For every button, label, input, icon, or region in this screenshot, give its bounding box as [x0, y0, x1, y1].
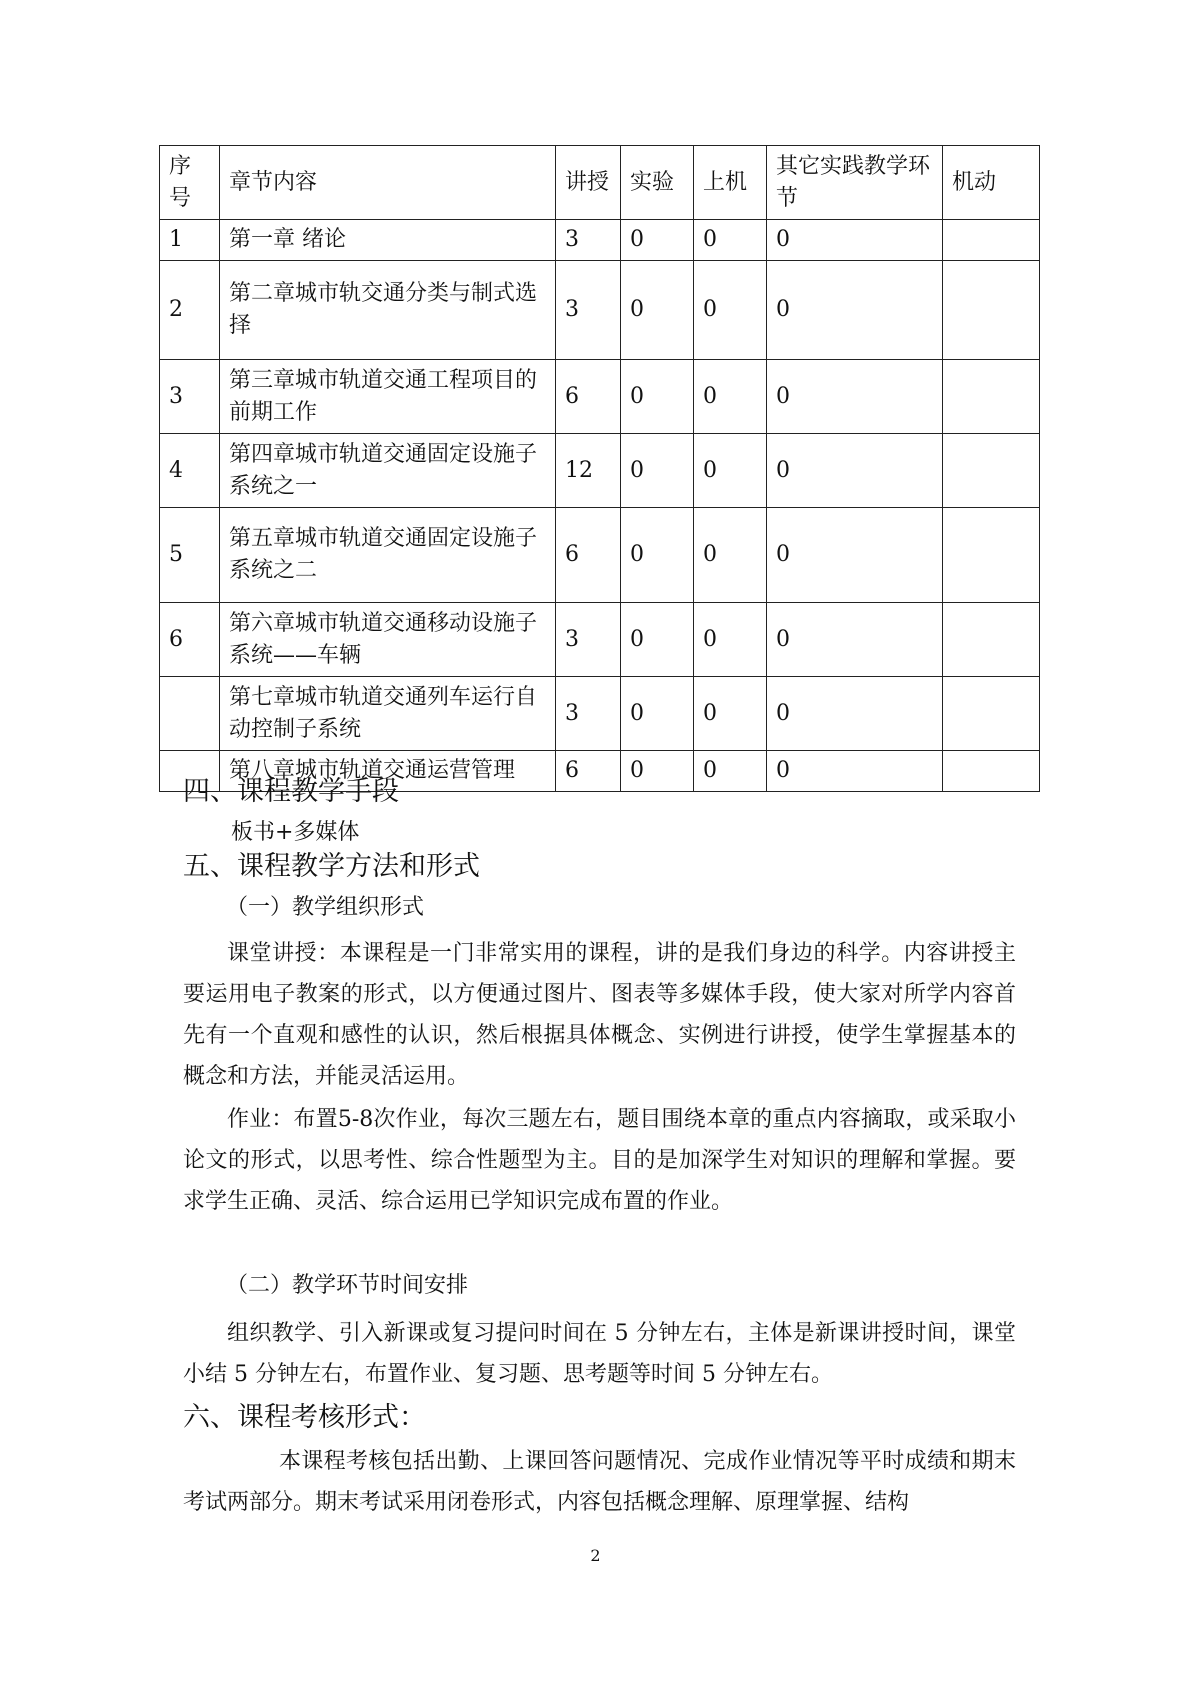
cell-flex — [943, 603, 1040, 677]
cell-no: 1 — [160, 220, 220, 261]
cell-chapter: 第五章城市轨道交通固定设施子系统之二 — [220, 508, 556, 603]
cell-other: 0 — [767, 261, 943, 360]
cell-lecture: 3 — [556, 220, 621, 261]
cell-chapter: 第二章城市轨交通分类与制式选择 — [220, 261, 556, 360]
cell-computer: 0 — [694, 220, 767, 261]
section5-heading: 五、课程教学方法和形式 — [183, 851, 480, 882]
section6-heading: 六、课程考核形式： — [183, 1402, 426, 1433]
cell-other: 0 — [767, 220, 943, 261]
cell-lecture: 3 — [556, 261, 621, 360]
header-lab: 实验 — [621, 146, 694, 220]
cell-lab: 0 — [621, 603, 694, 677]
table-row — [160, 220, 1040, 261]
section5-sub2-heading: （二）教学环节时间安排 — [226, 1273, 469, 1298]
cell-lab: 0 — [621, 360, 694, 434]
section6-paragraph: 本课程考核包括出勤、上课回答问题情况、完成作业情况等平时成绩和期末考试两部分。期末考试采用闭卷形式，内容包括概念理解、原理掌握、结构 — [183, 1449, 1016, 1515]
cell-other: 0 — [767, 434, 943, 508]
cell-flex — [943, 751, 1040, 792]
cell-lecture: 3 — [556, 603, 621, 677]
cell-no: 2 — [160, 261, 220, 360]
cell-other: 0 — [767, 751, 943, 792]
section5-paragraph-homework: 作业：布置5-8次作业，每次三题左右，题目围绕本章的重点内容摘取，或采取小论文的形式，以思考性、综合性题型为主。目的是加深学生对知识的理解和掌握。要求学生正确、灵活、综合运用已学知识完成布置的作业。 — [183, 1107, 1016, 1214]
table-header-row — [160, 146, 1040, 220]
cell-lab: 0 — [621, 751, 694, 792]
cell-no — [160, 677, 220, 751]
cell-other: 0 — [767, 508, 943, 603]
table-row — [160, 508, 1040, 603]
cell-flex — [943, 220, 1040, 261]
cell-no: 6 — [160, 603, 220, 677]
header-lecture: 讲授 — [556, 146, 621, 220]
section5-paragraph-lecture: 课堂讲授：本课程是一门非常实用的课程，讲的是我们身边的科学。内容讲授主要运用电子教案的形式，以方便通过图片、图表等多媒体手段，使大家对所学内容首先有一个直观和感性的认识，然后根据具体概念、实例进行讲授，使学生掌握基本的概念和方法，并能灵活运用。 — [183, 941, 1016, 1089]
cell-no: 3 — [160, 360, 220, 434]
course-schedule-table — [159, 145, 1040, 792]
cell-lab: 0 — [621, 677, 694, 751]
cell-flex — [943, 261, 1040, 360]
cell-lecture: 6 — [556, 360, 621, 434]
cell-computer: 0 — [694, 508, 767, 603]
cell-other: 0 — [767, 603, 943, 677]
cell-lab: 0 — [621, 508, 694, 603]
cell-chapter: 第八章城市轨道交通运营管理 — [220, 751, 556, 792]
cell-lab: 0 — [621, 434, 694, 508]
table-row — [160, 677, 1040, 751]
header-computer: 上机 — [694, 146, 767, 220]
section4-content: 板书+多媒体 — [231, 820, 360, 845]
cell-lab: 0 — [621, 261, 694, 360]
section5-paragraph-schedule: 组织教学、引入新课或复习提问时间在 5 分钟左右，主体是新课讲授时间，课堂小结 5 分钟左右，布置作业、复习题、思考题等时间 5 分钟左右。 — [183, 1321, 1016, 1387]
cell-computer: 0 — [694, 603, 767, 677]
cell-flex — [943, 508, 1040, 603]
cell-lecture: 6 — [556, 751, 621, 792]
cell-computer: 0 — [694, 434, 767, 508]
cell-no: 5 — [160, 508, 220, 603]
header-other-practice: 其它实践教学环节 — [767, 146, 943, 220]
cell-chapter: 第四章城市轨道交通固定设施子系统之一 — [220, 434, 556, 508]
header-chapter: 章节内容 — [220, 146, 556, 220]
cell-chapter: 第一章 绪论 — [220, 220, 556, 261]
cell-other: 0 — [767, 677, 943, 751]
cell-flex — [943, 360, 1040, 434]
table-row — [160, 434, 1040, 508]
cell-chapter: 第七章城市轨道交通列车运行自动控制子系统 — [220, 677, 556, 751]
cell-lecture: 12 — [556, 434, 621, 508]
cell-computer: 0 — [694, 360, 767, 434]
cell-lab: 0 — [621, 220, 694, 261]
cell-computer: 0 — [694, 751, 767, 792]
cell-other: 0 — [767, 360, 943, 434]
cell-no: 4 — [160, 434, 220, 508]
section4-heading: 四、课程教学手段 — [183, 776, 399, 807]
cell-computer: 0 — [694, 261, 767, 360]
cell-flex — [943, 677, 1040, 751]
cell-flex — [943, 434, 1040, 508]
header-flex: 机动 — [943, 146, 1040, 220]
cell-lecture: 3 — [556, 677, 621, 751]
page-number: 2 — [590, 1546, 601, 1565]
cell-lecture: 6 — [556, 508, 621, 603]
cell-chapter: 第三章城市轨道交通工程项目的前期工作 — [220, 360, 556, 434]
cell-chapter: 第六章城市轨道交通移动设施子系统——车辆 — [220, 603, 556, 677]
table-row — [160, 360, 1040, 434]
table-row — [160, 261, 1040, 360]
table-row — [160, 603, 1040, 677]
section5-sub1-heading: （一）教学组织形式 — [226, 895, 425, 920]
cell-computer: 0 — [694, 677, 767, 751]
header-no: 序号 — [160, 146, 220, 220]
